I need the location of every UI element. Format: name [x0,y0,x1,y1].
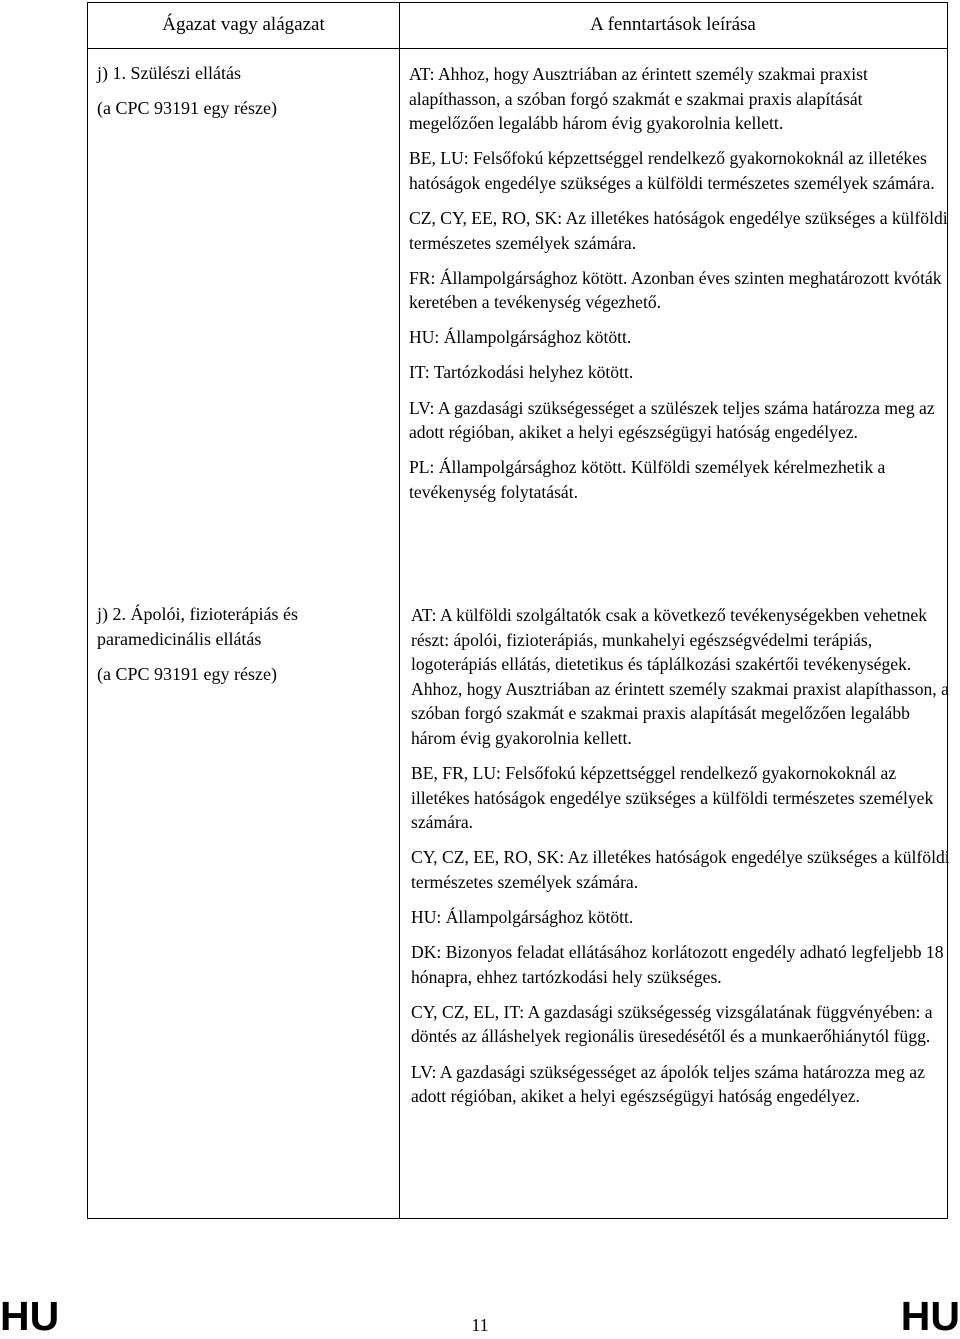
restriction-paragraph: CZ, CY, EE, RO, SK: Az illetékes hatóságok engedélye szükséges a külföldi természetes személyek számára. [409,207,948,253]
restriction-paragraph: BE, FR, LU: Felsőfokú képzettséggel rendelkező gyakornokoknál az illetékes hatóságok engedélye szükséges a külföldi természetes személyek számára. [411,763,934,833]
restriction-paragraph: LV: A gazdasági szükségességet az ápolók teljes száma határozza meg az adott régióban, akiket a helyi egészségügyi hatóság engedélyez. [411,1061,925,1107]
restriction-paragraph: BE, LU: Felsőfokú képzettséggel rendelkező gyakornokoknál az illetékes hatóságok engedélye szükséges a külföldi természetes személyek számára. [409,148,935,193]
language-code-right: HU [900,1293,960,1339]
restriction-paragraph: CY, CZ, EL, IT: A gazdasági szükségesség vizsgálatának függvényében: a döntés az álláshelyek regionális üresedésétől és a munkaerőhiánytól függ. [411,1001,933,1047]
row-1-restrictions-cell [409,62,949,515]
restriction-paragraph: HU: Állampolgársághoz kötött. [411,907,634,928]
restriction-paragraph: DK: Bizonyos feladat ellátásához korlátozott engedély adható legfeljebb 18 hónapra, ehhez tartózkodási hely szükséges. [411,942,944,987]
reservations-table [87,2,948,1219]
restriction-paragraph: FR: Állampolgársághoz kötött. Azonban éves szinten meghatározott kvóták keretében a tevékenység végezhető. [409,267,942,313]
header-divider [88,48,947,49]
sector-cpc: (a CPC 93191 egy része) [97,664,277,684]
restriction-paragraph: CY, CZ, EE, RO, SK: Az illetékes hatóságok engedélye szükséges a külföldi természetes személyek számára. [411,847,950,892]
sector-cpc: (a CPC 93191 egy része) [97,98,277,118]
column-header-sector: Ágazat vagy alágazat [162,14,325,35]
row-1-sector-cell [97,61,393,131]
page-number: 11 [471,1315,489,1335]
row-2-restrictions-cell [411,603,951,1119]
restriction-paragraph: PL: Állampolgársághoz kötött. Külföldi személyek kérelmezhetik a tevékenység folytatását. [409,457,886,502]
restriction-paragraph: LV: A gazdasági szükségességet a szülészek teljes száma határozza meg az adott régióban, akiket a helyi egészségügyi hatóság engedélyez. [409,397,935,443]
restriction-paragraph: HU: Állampolgársághoz kötött. [409,327,632,348]
column-header-description: A fenntartások leírása [590,14,756,35]
sector-title: j) 1. Szülészi ellátás [97,63,241,83]
column-divider [399,3,400,1218]
language-code-left: HU [0,1293,60,1339]
row-2-sector-cell [97,602,393,697]
restriction-paragraph: IT: Tartózkodási helyhez kötött. [409,362,634,383]
sector-title: j) 2. Ápolói, fizioterápiás és paramedicinális ellátás [97,604,298,649]
restriction-paragraph: AT: A külföldi szolgáltatók csak a következő tevékenységekben vehetnek részt: ápolói, fizioterápiás, munkahelyi egészségvédelmi terápiás, logoterápiás ellátás, dietetikus és táplálkozási szakértői tevékenységek. Ahhoz, hogy Ausztriában az érintett személy szakmai praxist alapíthasson, a szóban forgó szakmát e szakmai praxis alapítását megelőzően legalább három évig gyakorolnia kellett. [411,605,949,748]
restriction-paragraph: AT: Ahhoz, hogy Ausztriában az érintett személy szakmai praxist alapíthasson, a szóban forgó szakmát e szakmai praxis alapítását megelőzően legalább három évig gyakorolnia kellett. [409,64,868,134]
